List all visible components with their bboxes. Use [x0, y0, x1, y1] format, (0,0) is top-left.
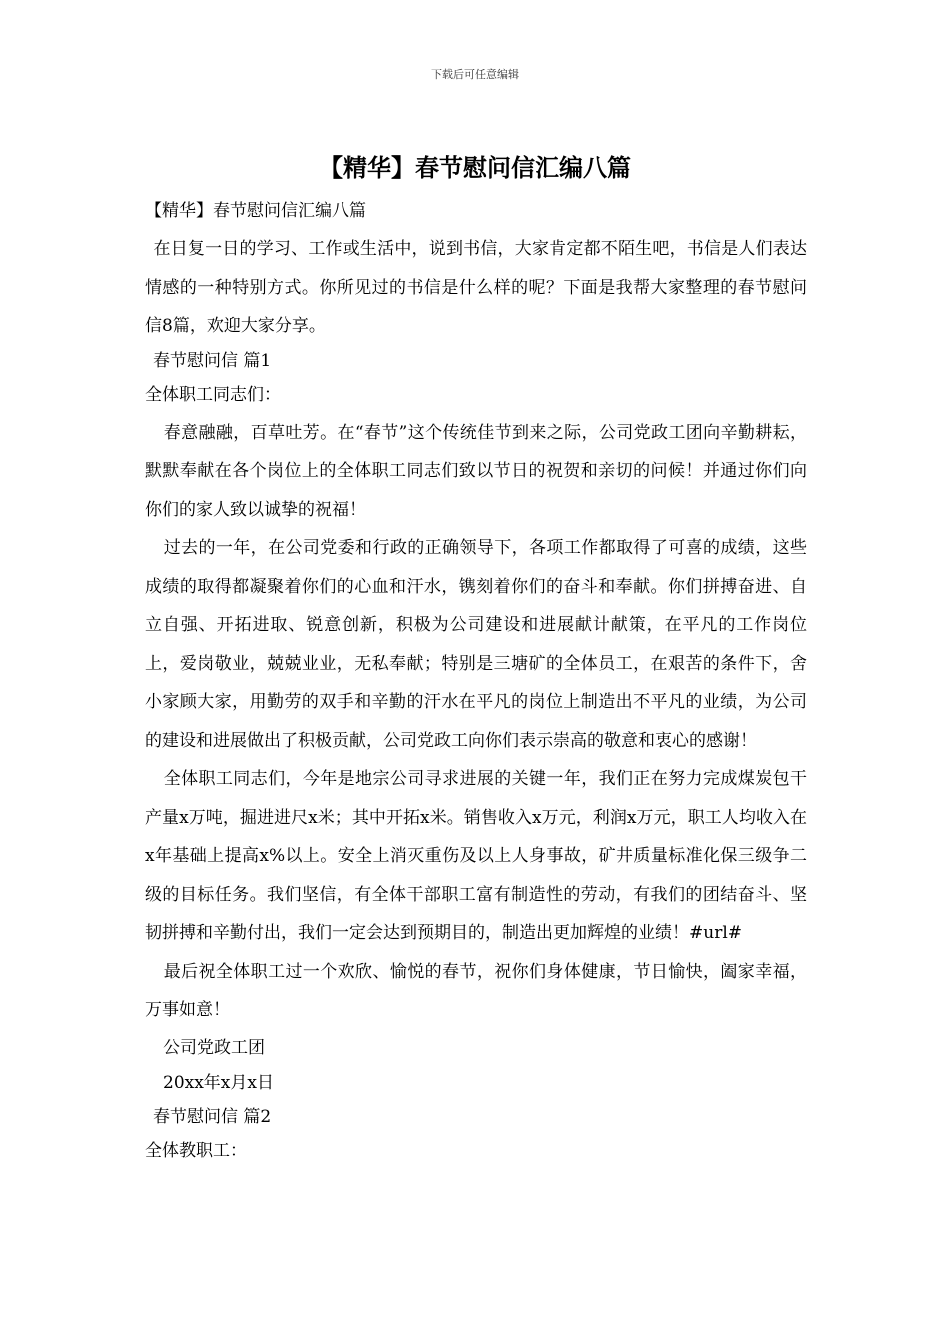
document-body	[145, 196, 807, 1168]
letter1-paragraph-2: 过去的一年，在公司党委和行政的正确领导下，各项工作都取得了可喜的成绩，这些成绩的取得都凝聚着你们的心血和汗水，镌刻着你们的奋斗和奉献。你们拼搏奋进、自立自强、开拓进取、锐意创新，积极为公司建设和进展献计献策，在平凡的工作岗位上，爱岗敬业，兢兢业业，无私奉献；特别是三塘矿的全体员工，在艰苦的条件下，舍小家顾大家，用勤劳的双手和辛勤的汗水在平凡的岗位上制造出不平凡的业绩，为公司的建设和进展做出了积极贡献，公司党政工向你们表示崇高的敬意和衷心的感谢！	[145, 538, 807, 751]
document-subtitle: 【精华】春节慰问信汇编八篇	[145, 201, 366, 221]
document-title: 【精华】春节慰问信汇编八篇	[319, 153, 631, 182]
letter1-date: 20xx年x月x日	[163, 1072, 274, 1093]
intro-paragraph: 在日复一日的学习、工作或生活中，说到书信，大家肯定都不陌生吧，书信是人们表达情感的一种特别方式。你所见过的书信是什么样的呢？下面是我帮大家整理的春节慰问信8篇，欢迎大家分享。	[145, 239, 807, 336]
letter1-paragraph-1: 春意融融，百草吐芳。在“春节”这个传统佳节到来之际，公司党政工团向辛勤耕耘，默默奉献在各个岗位上的全体职工同志们致以节日的祝贺和亲切的问候！并通过你们向你们的家人致以诚挚的祝福！	[145, 422, 807, 520]
letter2-heading: 春节慰问信 篇2	[153, 1106, 272, 1127]
letter2-salutation: 全体教职工：	[145, 1140, 247, 1161]
letter1-salutation: 全体职工同志们：	[145, 384, 281, 405]
letter1-paragraph-3: 全体职工同志们，今年是地宗公司寻求进展的关键一年，我们正在努力完成煤炭包干产量x万吨，掘进进尺x米；其中开拓x米。销售收入x万元，利润x万元，职工人均收入在x年基础上提高x%以上。安全上消灭重伤及以上人身事故，矿井质量标准化保三级争二级的目标任务。我们坚信，有全体干部职工富有制造性的劳动，有我们的团结奋斗、坚韧拼搏和辛勤付出，我们一定会达到预期目的，制造出更加辉煌的业绩！#url#	[145, 769, 807, 943]
letter1-heading: 春节慰问信 篇1	[153, 350, 272, 371]
letter1-paragraph-4: 最后祝全体职工过一个欢欣、愉悦的春节，祝你们身体健康，节日愉快，阖家幸福，万事如意！	[145, 961, 807, 1020]
letter1-signature: 公司党政工团	[163, 1037, 265, 1058]
download-editable-note: 下载后可任意编辑	[431, 68, 519, 81]
